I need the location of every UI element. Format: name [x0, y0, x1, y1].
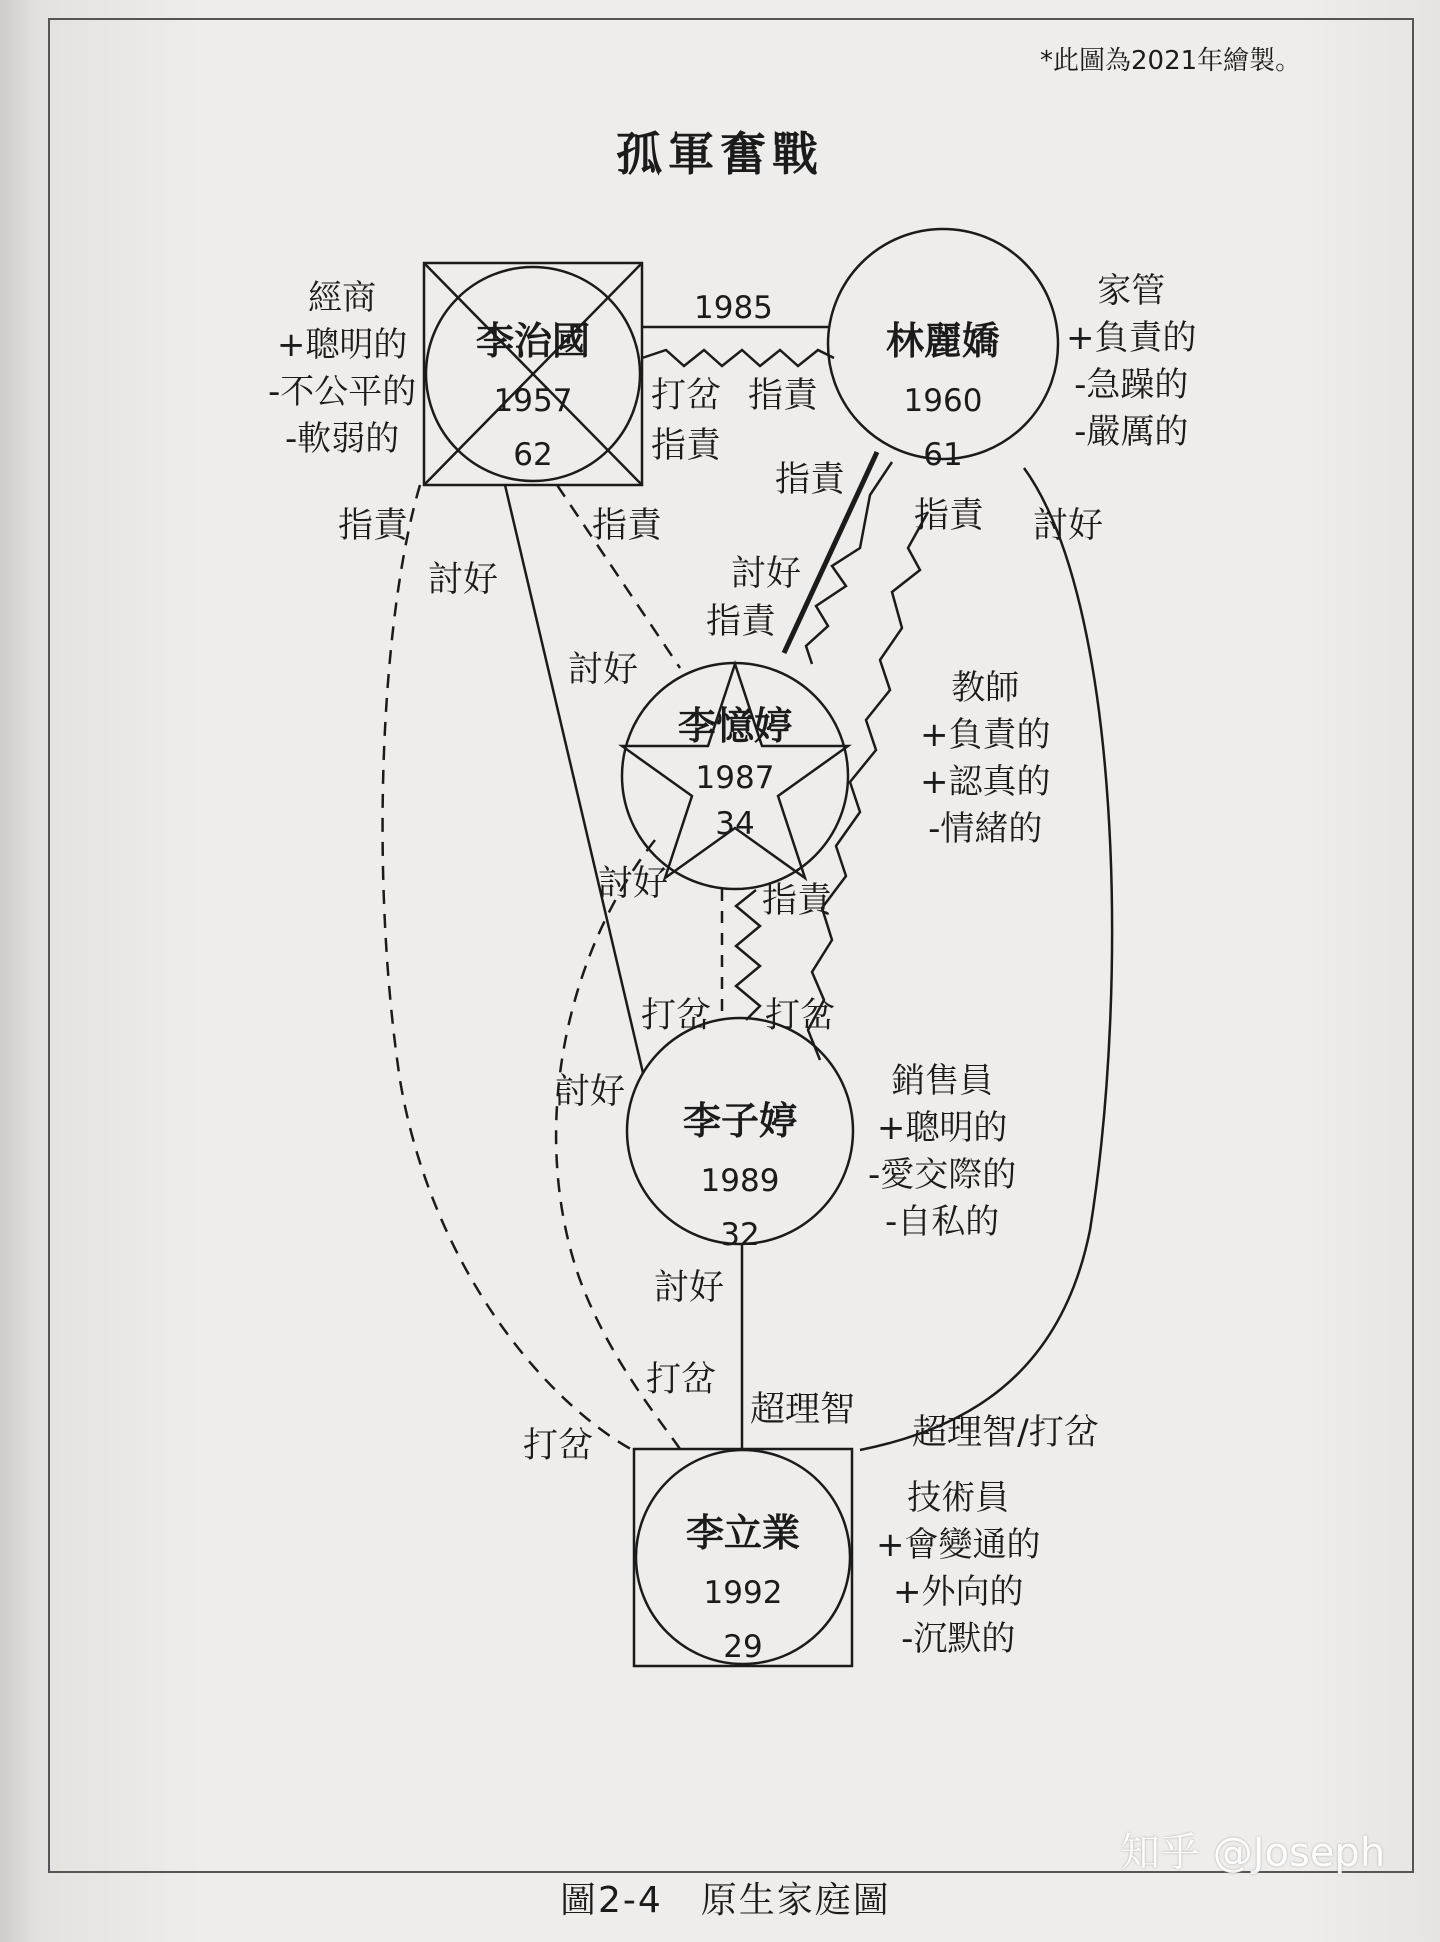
label-d1-d2-b: 打岔: [641, 996, 712, 1036]
father-birth: 1957: [493, 383, 573, 419]
daughter2-birth: 1989: [700, 1163, 780, 1199]
mother-d2-zigzag: [808, 512, 928, 1060]
label-son-mother: 超理智/打岔: [912, 1413, 1099, 1453]
daughter1-birth: 1987: [695, 760, 775, 796]
daughter1-node: [645, 695, 825, 842]
label-son-d1: 打岔: [646, 1360, 717, 1400]
mother-traits: 家管 +負責的 -急躁的 -嚴厲的: [1066, 271, 1197, 452]
watermark: 知乎 @Joseph: [1120, 1830, 1386, 1876]
father-traits: 經商 +聰明的 -不公平的 -軟弱的: [268, 278, 417, 459]
label-son-father: 打岔: [523, 1426, 594, 1466]
label-mother-son: 討好: [1033, 506, 1104, 546]
father-node: [443, 310, 623, 473]
label-mother-d2: 指責: [914, 496, 985, 536]
father-name: 李治國: [475, 319, 590, 363]
father-age: 62: [513, 437, 553, 473]
mother-age: 61: [923, 437, 963, 473]
mother-birth: 1960: [903, 383, 983, 419]
label-d1-son: 討好: [598, 864, 669, 904]
marriage-year: 1985: [694, 290, 773, 326]
son-node: [653, 1502, 833, 1665]
daughter1-age: 34: [715, 806, 755, 842]
figure-caption: 圖2-4 原生家庭圖: [560, 1880, 891, 1921]
daughter2-traits: 銷售員 +聰明的 -愛交際的 -自私的: [868, 1061, 1017, 1242]
d1-d2-zigzag: [736, 890, 760, 1020]
conflict-zigzag-parents: [642, 350, 834, 366]
son-traits: 技術員 +會變通的 +外向的 -沉默的: [876, 1478, 1041, 1659]
daughter2-node: [650, 1090, 830, 1253]
mother-name: 林麗嬌: [885, 319, 1000, 363]
label-d1-d2-c: 打岔: [765, 996, 836, 1036]
label-d2-son: 討好: [654, 1268, 725, 1308]
label-d1-father: 討好: [568, 650, 639, 690]
label-son-d2: 超理智: [750, 1390, 856, 1430]
label-d1-d2-a: 指責: [762, 881, 833, 921]
label-father-mother-3: 指責: [651, 426, 722, 466]
label-mother-d1-1: 指責: [775, 460, 846, 500]
label-mother-d1-2: 討好: [731, 554, 802, 594]
mother-node: [853, 310, 1033, 473]
daughter2-name: 李子婷: [682, 1099, 797, 1143]
label-father-d1: 指責: [592, 506, 663, 546]
label-father-left: 指責: [338, 506, 409, 546]
son-birth: 1992: [703, 1575, 783, 1611]
label-father-mother-2: 指責: [748, 376, 819, 416]
daughter1-traits: 教師 +負責的 +認真的 -情緒的: [920, 668, 1051, 849]
diagram-title: 孤軍奮戰: [616, 127, 824, 181]
diagram-note: *此圖為2021年繪製。: [1040, 46, 1302, 76]
daughter1-name: 李憶婷: [677, 704, 792, 748]
label-father-mother-1: 打岔: [651, 376, 722, 416]
label-mother-d1-3: 指責: [706, 602, 777, 642]
daughter2-age: 32: [720, 1217, 760, 1253]
father-son-dashed: [383, 485, 639, 1452]
son-name: 李立業: [685, 1511, 800, 1555]
label-d2-father: 討好: [555, 1072, 626, 1112]
son-age: 29: [723, 1629, 763, 1665]
label-father-d2: 討好: [428, 560, 499, 600]
